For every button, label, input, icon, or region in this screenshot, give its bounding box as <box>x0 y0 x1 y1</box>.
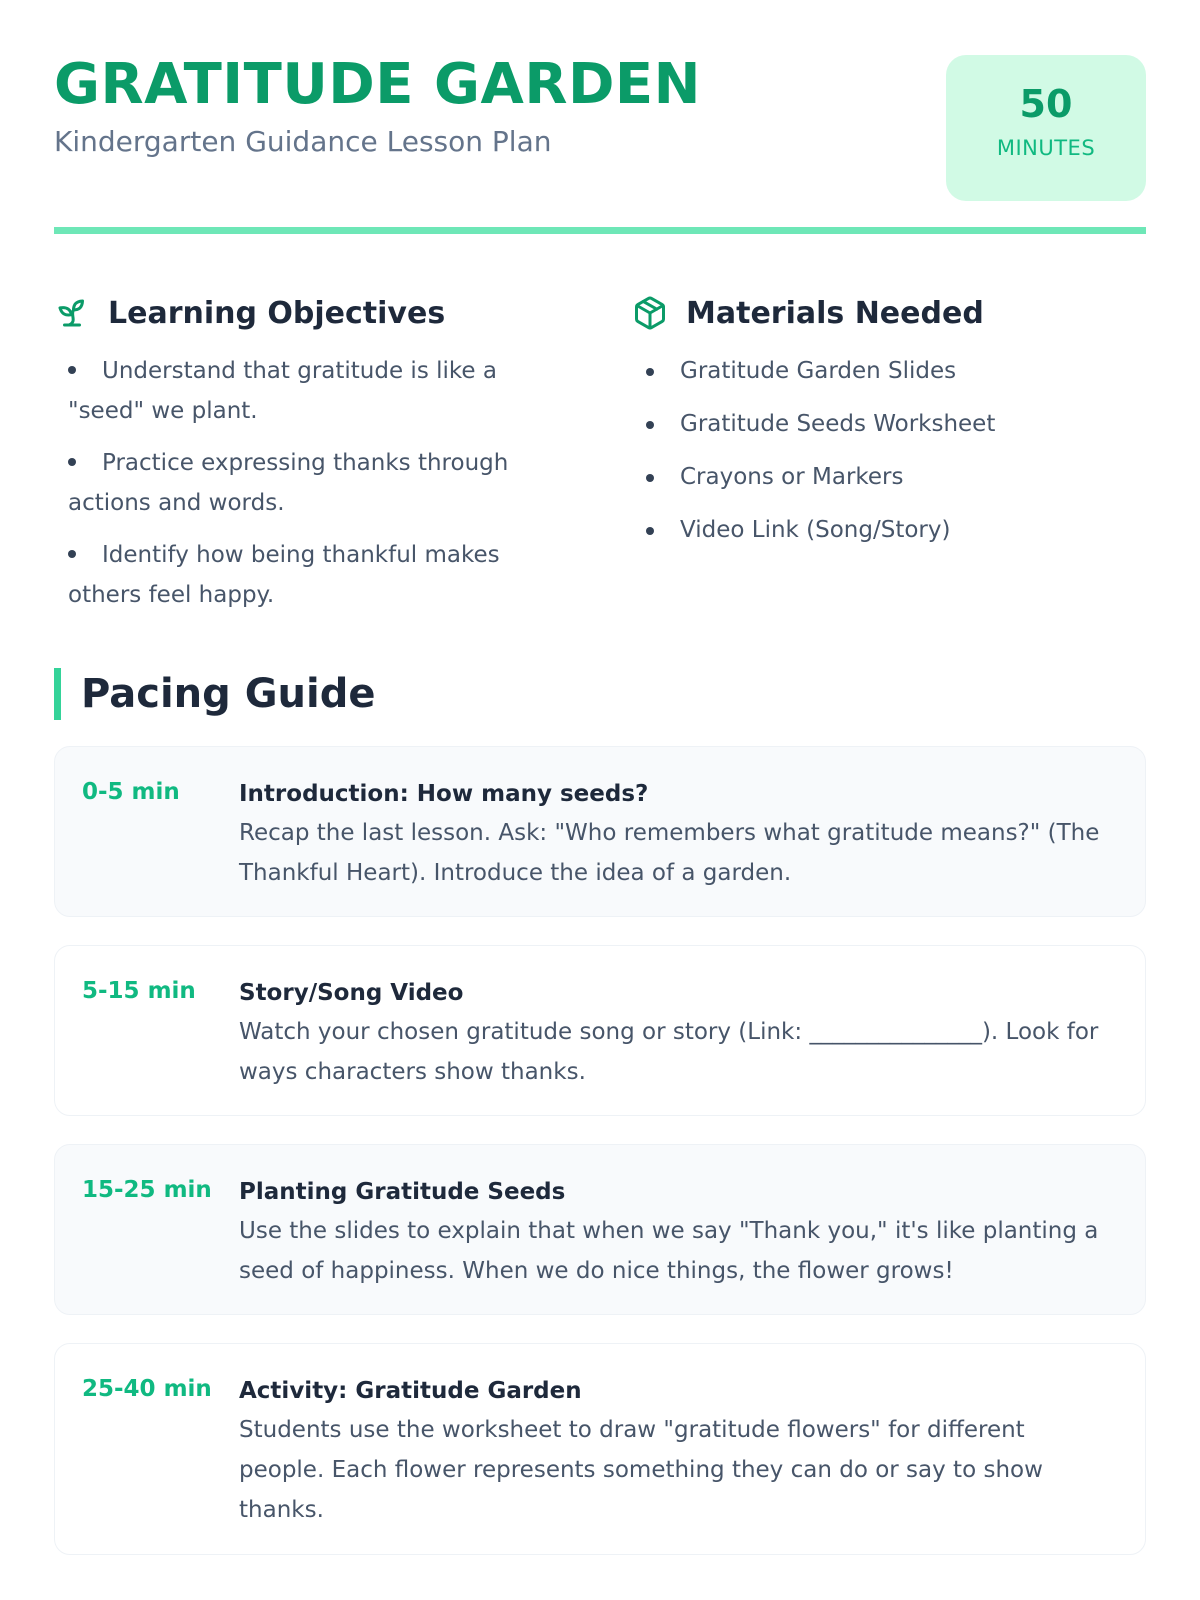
step-description: Use the slides to explain that when we say "Thank you," it's like planting a seed of happiness. When we do nice things, the flower grows! <box>239 1218 1099 1284</box>
objective-text: Practice expressing thanks through actions and words. <box>68 450 509 516</box>
step-body <box>239 1374 1117 1530</box>
step-title: Story/Song Video <box>239 980 464 1006</box>
list-item <box>54 535 564 615</box>
header-divider <box>54 227 1146 234</box>
step-description: Recap the last lesson. Ask: "Who remembers what gratitude means?" (The Thankful Heart). Introduce the idea of a garden. <box>239 820 1100 886</box>
list-item <box>632 351 1142 391</box>
duration-unit: MINUTES <box>996 136 1096 160</box>
list-item <box>54 443 564 523</box>
step-description: Watch your chosen gratitude song or story (Link: _______________). Look for ways characters show thanks. <box>239 1019 1099 1085</box>
bullet-icon <box>646 474 654 482</box>
list-item <box>632 404 1142 444</box>
list-item <box>632 510 1142 550</box>
materials-heading <box>632 285 1142 341</box>
pacing-accent-bar <box>54 668 61 720</box>
step-body <box>239 1175 1117 1291</box>
step-title: Planting Gratitude Seeds <box>239 1179 566 1205</box>
material-text: Video Link (Song/Story) <box>680 517 951 543</box>
bullet-icon <box>68 550 76 558</box>
material-text: Gratitude Garden Slides <box>680 358 957 384</box>
step-time: 15-25 min <box>82 1177 212 1203</box>
duration-badge <box>946 55 1146 201</box>
list-item <box>632 457 1142 497</box>
overview-columns <box>54 285 1146 645</box>
box-icon <box>632 295 668 331</box>
pacing-step <box>54 746 1146 917</box>
bullet-icon <box>68 458 76 466</box>
pacing-step <box>54 945 1146 1116</box>
step-body <box>239 777 1117 893</box>
materials-heading-label: Materials Needed <box>686 295 984 331</box>
page-subtitle: Kindergarten Guidance Lesson Plan <box>54 125 552 158</box>
objective-text: Identify how being thankful makes others feel happy. <box>68 542 500 608</box>
bullet-icon <box>646 368 654 376</box>
objectives-heading <box>54 285 564 341</box>
bullet-icon <box>68 366 76 374</box>
objectives-section <box>54 285 564 627</box>
materials-section <box>632 285 1142 563</box>
step-time: 25-40 min <box>82 1376 212 1402</box>
objective-text: Understand that gratitude is like a "seed" we plant. <box>68 358 497 424</box>
objectives-heading-label: Learning Objectives <box>108 295 446 331</box>
bullet-icon <box>646 527 654 535</box>
bullet-icon <box>646 421 654 429</box>
step-body <box>239 976 1117 1092</box>
duration-number: 50 <box>1019 82 1073 126</box>
step-time: 5-15 min <box>82 978 196 1004</box>
pacing-title: Pacing Guide <box>81 671 376 717</box>
step-title: Introduction: How many seeds? <box>239 781 649 807</box>
step-description: Students use the worksheet to draw "gratitude flowers" for different people. Each flower represents something they can do or say to show thanks. <box>239 1417 1043 1523</box>
sprout-icon <box>54 295 90 331</box>
list-item <box>54 351 564 431</box>
step-time: 0-5 min <box>82 779 180 805</box>
pacing-step <box>54 1343 1146 1555</box>
page-title: GRATITUDE GARDEN <box>54 52 702 117</box>
step-title: Activity: Gratitude Garden <box>239 1378 582 1404</box>
pacing-step <box>54 1144 1146 1315</box>
material-text: Gratitude Seeds Worksheet <box>680 411 996 437</box>
materials-list <box>632 351 1142 550</box>
material-text: Crayons or Markers <box>680 464 904 490</box>
header <box>54 0 1146 230</box>
objectives-list <box>54 351 564 615</box>
pacing-heading <box>54 668 375 720</box>
